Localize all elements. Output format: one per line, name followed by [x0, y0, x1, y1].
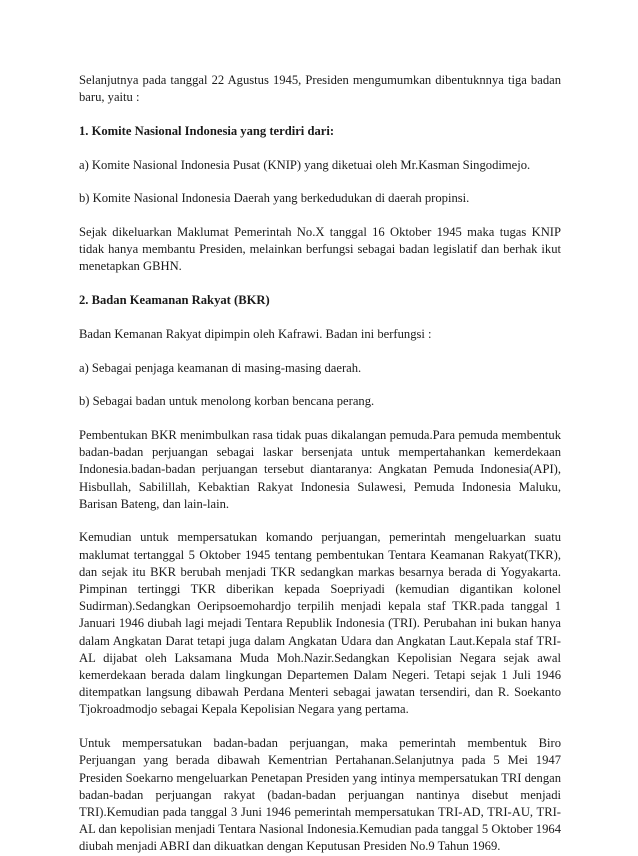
list-item-knip: a) Komite Nasional Indonesia Pusat (KNIP) yang diketuai oleh Mr.Kasman Singodimejo.: [79, 157, 531, 172]
section-heading-komite-nasional: 1. Komite Nasional Indonesia yang terdiri dari:: [79, 123, 335, 138]
paragraph-bkr-intro: Badan Kemanan Rakyat dipimpin oleh Kafrawi. Badan ini berfungsi :: [79, 326, 432, 341]
list-item-keamanan: a) Sebagai penjaga keamanan di masing-masing daerah.: [79, 360, 362, 375]
intro-paragraph: Selanjutnya pada tanggal 22 Agustus 1945, Presiden mengumumkan dibentuknnya tiga badan baru, yaitu :: [79, 73, 561, 105]
section-heading-bkr: 2. Badan Keamanan Rakyat (BKR): [79, 293, 270, 308]
list-item-korban: b) Sebagai badan untuk menolong korban bencana perang.: [79, 394, 375, 409]
paragraph-maklumat: Sejak dikeluarkan Maklumat Pemerintah No.X tanggal 16 Oktober 1945 maka tugas KNIP tidak hanya membantu Presiden, melainkan berfungsi sebagai badan legislatif dan berhak ikut menetapkan GBHN.: [79, 225, 561, 274]
paragraph-pembentukan-bkr: Pembentukan BKR menimbulkan rasa tidak puas dikalangan pemuda.Para pemuda membentuk badan-badan perjuangan sebagai laskar bersenjata untuk mempertahankan kemerdekaan Indonesia.badan-badan perjuangan tersebut diantaranya: Angkatan Pemuda Indonesia(API), Hisbullah, Sabilillah, Kebaktian Rakyat Indonesia Sulawesi, Pemuda Indonesia Maluku, Barisan Bateng, dan lain-lain.: [79, 427, 561, 511]
document-body: [79, 72, 561, 856]
paragraph-tkr: Kemudian untuk mempersatukan komando perjuangan, pemerintah mengeluarkan suatu maklumat tertanggal 5 Oktober 1945 tentang pembentukan Tentara Keamanan Rakyat(TKR), dan sejak itu BKR berubah menjadi TKR sedangkan markas besarnya berada di Yogyakarta. Pimpinan tertinggi TKR diberikan kepada Soepriyadi (kemudian digantikan kolonel Sudirman).Sedangkan Oeripsoemohardjo terpilih menjadi kepala staf TKR.pada tanggal 1 Januari 1946 diubah lagi mejadi Tentara Republik Indonesia (TRI). Perubahan ini bukan hanya dalam Angkatan Darat tetapi juga dalam Angkatan Udara dan Angkatan Laut.Kepala staf TRI-AL dijabat oleh Laksamana Muda Moh.Nazir.Sedangkan Kepolisian Negara sejak awal kemerdekaan berada dalam lingkungan Departemen Dalam Negeri. Tetapi sejak 1 Juli 1946 ditempatkan langsung dibawah Perdana Menteri sebagai jawatan tersendiri, dan R. Soekanto Tjokroadmodjo sebagai Kepala Kepolisian Negara yang pertama.: [79, 530, 561, 717]
paragraph-biro-perjuangan: Untuk mempersatukan badan-badan perjuangan, maka pemerintah membentuk Biro Perjuangan yang berada dibawah Kementrian Pertahanan.Selanjutnya pada 5 Mei 1947 Presiden Soekarno mengeluarkan Penetapan Presiden yang intinya mempersatukan TRI dengan badan-badan perjuangan rakyat (badan-badan perjuangan nantinya disebut menjadi TRI).Kemudian pada tanggal 3 Juni 1946 pemerintah mempersatukan TRI-AD, TRI-AU, TRI-AL dan kepolisian menjadi Tentara Nasional Indonesia.Kemudian pada tanggal 5 Oktober 1964 diubah menjadi ABRI dan dikuatkan dengan Keputusan Presiden No.9 Tahun 1969.: [79, 736, 561, 854]
list-item-knid: b) Komite Nasional Indonesia Daerah yang berkedudukan di daerah propinsi.: [79, 191, 470, 206]
